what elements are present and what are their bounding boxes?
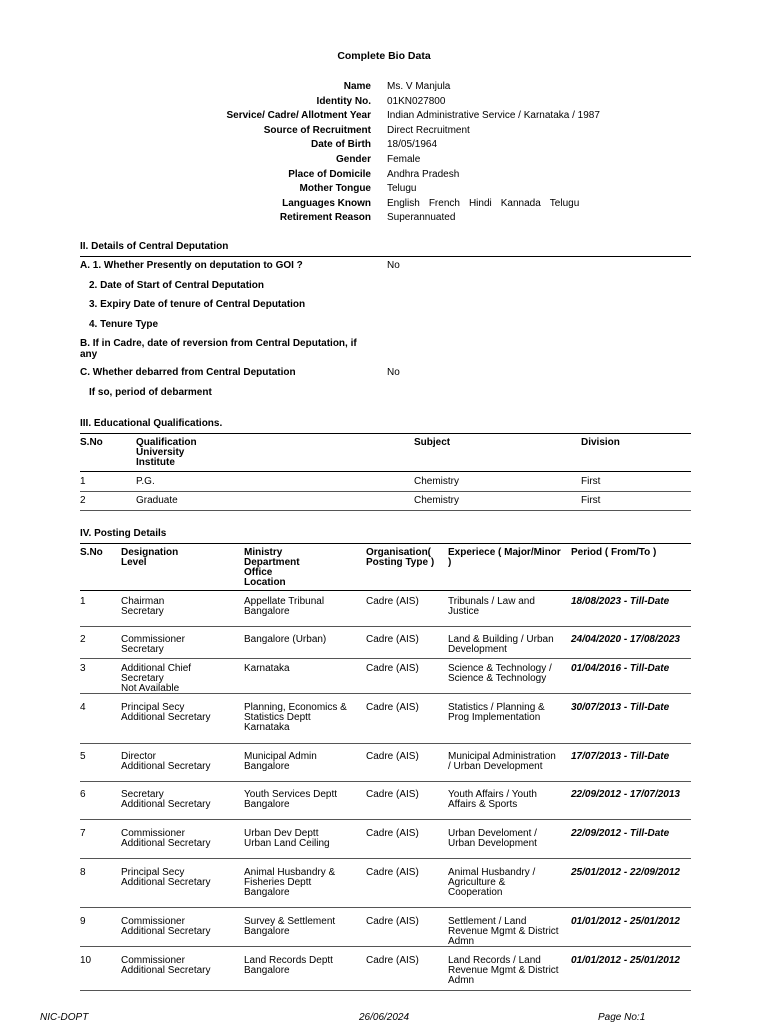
posting-cell-designation xyxy=(121,956,211,976)
cell-line: Admn xyxy=(448,975,475,986)
posting-cell-designation xyxy=(121,829,211,849)
posting-cell-sno: 4 xyxy=(80,702,86,713)
cell-line: Urban Develoment / xyxy=(448,828,537,839)
posting-cell-experience xyxy=(448,635,554,655)
posting-cell-experience xyxy=(448,829,537,849)
posting-cell-designation xyxy=(121,917,211,937)
posting-cell-period: 30/07/2013 - Till-Date xyxy=(571,702,670,713)
posting-header-sno xyxy=(80,548,103,558)
cell-line: Additional Secretary xyxy=(121,926,211,937)
info-row xyxy=(0,153,768,168)
edu-row-rule xyxy=(80,491,691,492)
cell-line: Urban Development xyxy=(448,838,537,849)
posting-cell-experience xyxy=(448,597,535,617)
cell-line: Director xyxy=(121,751,157,762)
posting-cell-experience xyxy=(448,752,556,772)
edu-header-division: Division xyxy=(581,437,620,448)
posting-cell-period: 01/01/2012 - 25/01/2012 xyxy=(571,916,680,927)
posting-row-rule xyxy=(80,946,691,947)
info-label: Place of Domicile xyxy=(288,168,371,180)
edu-cell-subject: Chemistry xyxy=(414,476,460,487)
cell-line: Commissioner xyxy=(121,828,185,839)
posting-cell-sno: 7 xyxy=(80,828,86,839)
posting-row-rule xyxy=(80,858,691,859)
posting-header-organisation xyxy=(366,548,434,568)
cell-line: Planning, Economics & xyxy=(244,702,347,713)
header-line: Qualification xyxy=(136,437,197,448)
cell-line: Development xyxy=(448,644,507,655)
info-value: Andhra Pradesh xyxy=(387,168,460,180)
edu-header-rule xyxy=(80,471,691,472)
info-row xyxy=(0,109,768,124)
deputation-answer: No xyxy=(387,367,400,378)
posting-cell-designation xyxy=(121,790,211,810)
cell-line: Cooperation xyxy=(448,887,503,898)
edu-cell-division: First xyxy=(581,476,601,487)
deputation-question: C. Whether debarred from Central Deputation xyxy=(80,367,296,378)
cell-line: Additional Secretary xyxy=(121,838,211,849)
cell-line: Science & Technology / xyxy=(448,663,552,674)
cell-line: Bangalore xyxy=(244,926,290,937)
info-row xyxy=(0,211,768,226)
info-value: Female xyxy=(387,153,421,165)
edu-cell-sno: 1 xyxy=(80,476,86,487)
posting-cell-period: 24/04/2020 - 17/08/2023 xyxy=(571,634,680,645)
cell-line: Secretary xyxy=(121,606,164,617)
header-line: Office xyxy=(244,567,273,578)
cell-line: Statistics Deptt xyxy=(244,712,311,723)
language-item: Telugu xyxy=(549,197,580,209)
posting-row-rule xyxy=(80,626,691,627)
posting-cell-experience xyxy=(448,664,552,684)
posting-cell-designation xyxy=(121,635,185,655)
edu-header-subject: Subject xyxy=(414,437,451,448)
posting-cell-experience xyxy=(448,917,559,947)
info-label: Date of Birth xyxy=(311,139,371,151)
info-value: Direct Recruitment xyxy=(387,124,470,136)
edu-row-rule xyxy=(80,510,691,511)
cell-line: Urban Land Ceiling xyxy=(244,838,330,849)
posting-cell-designation xyxy=(121,868,211,888)
language-item: French xyxy=(428,197,460,209)
posting-cell-sno: 1 xyxy=(80,596,86,607)
postings-heading: IV. Posting Details xyxy=(80,528,167,539)
cell-line: Additional Chief xyxy=(121,663,192,674)
posting-cell-organisation: Cadre (AIS) xyxy=(366,955,419,966)
cell-line: Additional Secretary xyxy=(121,712,211,723)
info-value: Indian Administrative Service / Karnataka / 1987 xyxy=(387,110,600,122)
header-line: University xyxy=(136,447,185,458)
info-label: Source of Recruitment xyxy=(263,124,371,136)
info-label: Gender xyxy=(335,153,371,165)
header-line: Location xyxy=(244,577,286,588)
posting-cell-experience xyxy=(448,790,537,810)
posting-cell-ministry xyxy=(244,868,335,898)
posting-cell-designation xyxy=(121,664,191,694)
cell-line: Animal Husbandry / xyxy=(448,867,536,878)
cell-line: Secretary xyxy=(121,673,164,684)
cell-line: Land Records Deptt xyxy=(244,955,333,966)
header-line: Experiece ( Major/Minor xyxy=(448,547,561,558)
posting-cell-organisation: Cadre (AIS) xyxy=(366,634,419,645)
posting-cell-sno: 6 xyxy=(80,789,86,800)
posting-cell-ministry xyxy=(244,752,317,772)
posting-cell-organisation: Cadre (AIS) xyxy=(366,789,419,800)
posting-cell-ministry xyxy=(244,956,333,976)
posting-cell-ministry xyxy=(244,790,337,810)
cell-line: Settlement / Land xyxy=(448,916,527,927)
info-row xyxy=(0,138,768,153)
edu-header-sno: S.No xyxy=(80,437,103,448)
info-label: Service/ Cadre/ Allotment Year xyxy=(226,110,371,122)
posting-cell-period: 22/09/2012 - Till-Date xyxy=(571,828,670,839)
cell-line: Youth Affairs / Youth xyxy=(448,789,537,800)
posting-cell-period: 01/04/2016 - Till-Date xyxy=(571,663,670,674)
posting-cell-organisation: Cadre (AIS) xyxy=(366,867,419,878)
posting-cell-ministry xyxy=(244,917,335,937)
cell-line: Fisheries Deptt xyxy=(244,877,312,888)
info-row xyxy=(0,124,768,139)
info-row xyxy=(0,182,768,197)
cell-line: Bangalore xyxy=(244,761,290,772)
deputation-question: B. If in Cadre, date of reversion from Central Deputation, if any xyxy=(80,338,357,360)
posting-header-experience xyxy=(448,548,561,568)
deputation-heading: II. Details of Central Deputation xyxy=(80,241,229,252)
cell-line: Karnataka xyxy=(244,722,290,733)
cell-line: Additional Secretary xyxy=(121,799,211,810)
footer-date: 26/06/2024 xyxy=(359,1012,410,1023)
header-line: S.No xyxy=(80,547,103,558)
cell-line: / Urban Development xyxy=(448,761,543,772)
cell-line: Bangalore xyxy=(244,965,290,976)
footer-page-number: Page No:1 xyxy=(598,1012,646,1023)
personal-details xyxy=(0,80,768,226)
posting-cell-ministry xyxy=(244,635,326,645)
cell-line: Tribunals / Law and xyxy=(448,596,535,607)
posting-cell-organisation: Cadre (AIS) xyxy=(366,828,419,839)
language-item: Hindi xyxy=(468,197,492,209)
header-line: Organisation( xyxy=(366,547,432,558)
cell-line: Land Records / Land xyxy=(448,955,541,966)
info-label: Languages Known xyxy=(282,197,371,209)
posting-cell-ministry xyxy=(244,829,330,849)
info-row xyxy=(0,80,768,95)
posting-cell-designation xyxy=(121,703,211,723)
header-line: Designation xyxy=(121,547,179,558)
posting-cell-organisation: Cadre (AIS) xyxy=(366,663,419,674)
cell-line: Bangalore xyxy=(244,606,290,617)
cell-line: Bangalore xyxy=(244,799,290,810)
cell-line: Admn xyxy=(448,936,475,947)
posting-cell-period: 22/09/2012 - 17/07/2013 xyxy=(571,789,680,800)
page-title: Complete Bio Data xyxy=(337,50,431,62)
cell-line: Additional Secretary xyxy=(121,965,211,976)
posting-cell-experience xyxy=(448,868,535,898)
posting-row-rule xyxy=(80,693,691,694)
edu-cell-sno: 2 xyxy=(80,495,86,506)
posting-row-rule xyxy=(80,819,691,820)
posting-cell-organisation: Cadre (AIS) xyxy=(366,751,419,762)
header-line: Posting Type ) xyxy=(366,557,435,568)
info-value xyxy=(387,197,588,212)
deputation-rule xyxy=(80,256,691,257)
posting-cell-designation xyxy=(121,597,164,617)
posting-header-designation xyxy=(121,548,178,568)
posting-cell-ministry xyxy=(244,703,347,733)
deputation-question: 4. Tenure Type xyxy=(89,319,159,330)
cell-line: Not Available xyxy=(121,683,180,694)
info-row xyxy=(0,95,768,110)
header-line: Ministry xyxy=(244,547,283,558)
info-label: Identity No. xyxy=(316,95,371,107)
deputation-question: 3. Expiry Date of tenure of Central Deputation xyxy=(89,299,306,310)
header-line: ) xyxy=(448,557,452,568)
cell-line: Appellate Tribunal xyxy=(244,596,325,607)
cell-line: Bangalore xyxy=(244,887,290,898)
posting-cell-period: 18/08/2023 - Till-Date xyxy=(571,596,670,607)
posting-row-rule xyxy=(80,743,691,744)
cell-line: Urban Dev Deptt xyxy=(244,828,319,839)
posting-header-rule xyxy=(80,590,691,591)
posting-cell-experience xyxy=(448,956,559,986)
footer-source: NIC-DOPT xyxy=(40,1012,89,1023)
cell-line: Land & Building / Urban xyxy=(448,634,554,645)
posting-header-ministry xyxy=(244,548,300,588)
posting-row-rule xyxy=(80,990,691,991)
edu-cell-qualification: P.G. xyxy=(136,476,155,487)
cell-line: Youth Services Deptt xyxy=(244,789,338,800)
education-heading: III. Educational Qualifications. xyxy=(80,418,223,429)
language-item: English xyxy=(387,197,420,209)
info-label: Mother Tongue xyxy=(299,183,371,195)
cell-line: Justice xyxy=(448,606,480,617)
cell-line: Agriculture & xyxy=(448,877,506,888)
edu-cell-qualification: Graduate xyxy=(136,495,178,506)
info-value: 18/05/1964 xyxy=(387,139,438,151)
posting-row-rule xyxy=(80,907,691,908)
language-item: Kannada xyxy=(500,197,541,209)
cell-line: Additional Secretary xyxy=(121,877,211,888)
posting-cell-designation xyxy=(121,752,211,772)
edu-cell-division: First xyxy=(581,495,601,506)
cell-line: Affairs & Sports xyxy=(448,799,518,810)
cell-line: Revenue Mgmt & District xyxy=(448,965,559,976)
edu-cell-subject: Chemistry xyxy=(414,495,460,506)
info-label: Retirement Reason xyxy=(279,212,371,224)
info-value: Ms. V Manjula xyxy=(387,81,451,92)
info-row xyxy=(0,168,768,183)
posting-cell-experience xyxy=(448,703,545,723)
posting-cell-sno: 10 xyxy=(80,955,92,966)
info-value: 01KN027800 xyxy=(387,95,446,107)
deputation-answer: No xyxy=(387,260,400,271)
edu-header-qualification xyxy=(136,438,197,468)
posting-cell-ministry xyxy=(244,664,290,674)
cell-line: Secretary xyxy=(121,789,164,800)
cell-line: Municipal Admin xyxy=(244,751,317,762)
deputation-question: If so, period of debarment xyxy=(89,387,212,398)
info-value: Telugu xyxy=(387,183,417,195)
deputation-question: 2. Date of Start of Central Deputation xyxy=(89,280,265,291)
cell-line: Principal Secy xyxy=(121,702,185,713)
cell-line: Science & Technology xyxy=(448,673,547,684)
cell-line: Commissioner xyxy=(121,955,185,966)
posting-cell-sno: 8 xyxy=(80,867,86,878)
posting-row-rule xyxy=(80,781,691,782)
header-line: Period ( From/To ) xyxy=(571,547,657,558)
cell-line: Karnataka xyxy=(244,663,290,674)
posting-header-period xyxy=(571,548,656,558)
posting-cell-period: 25/01/2012 - 22/09/2012 xyxy=(571,867,680,878)
cell-line: Municipal Administration xyxy=(448,751,556,762)
header-line: Institute xyxy=(136,457,175,468)
cell-line: Additional Secretary xyxy=(121,761,211,772)
posting-cell-period: 17/07/2013 - Till-Date xyxy=(571,751,670,762)
cell-line: Survey & Settlement xyxy=(244,916,336,927)
posting-cell-organisation: Cadre (AIS) xyxy=(366,596,419,607)
posting-cell-organisation: Cadre (AIS) xyxy=(366,702,419,713)
cell-line: Statistics / Planning & xyxy=(448,702,545,713)
cell-line: Commissioner xyxy=(121,916,185,927)
info-value: Superannuated xyxy=(387,212,456,224)
header-line: Level xyxy=(121,557,147,568)
cell-line: Revenue Mgmt & District xyxy=(448,926,559,937)
posting-cell-organisation: Cadre (AIS) xyxy=(366,916,419,927)
cell-line: Secretary xyxy=(121,644,164,655)
cell-line: Prog Implementation xyxy=(448,712,541,723)
posting-row-rule xyxy=(80,658,691,659)
cell-line: Chairman xyxy=(121,596,165,607)
education-top-rule xyxy=(80,433,691,434)
cell-line: Principal Secy xyxy=(121,867,185,878)
info-label: Name xyxy=(343,81,371,92)
posting-cell-sno: 9 xyxy=(80,916,86,927)
posting-cell-sno: 2 xyxy=(80,634,86,645)
posting-cell-ministry xyxy=(244,597,324,617)
posting-cell-sno: 5 xyxy=(80,751,86,762)
info-row xyxy=(0,197,768,212)
deputation-question: A. 1. Whether Presently on deputation to GOI ? xyxy=(80,260,303,271)
cell-line: Bangalore (Urban) xyxy=(244,634,327,645)
posting-cell-period: 01/01/2012 - 25/01/2012 xyxy=(571,955,680,966)
header-line: Department xyxy=(244,557,300,568)
postings-top-rule xyxy=(80,543,691,544)
cell-line: Commissioner xyxy=(121,634,185,645)
cell-line: Animal Husbandry & xyxy=(244,867,336,878)
posting-cell-sno: 3 xyxy=(80,663,86,674)
